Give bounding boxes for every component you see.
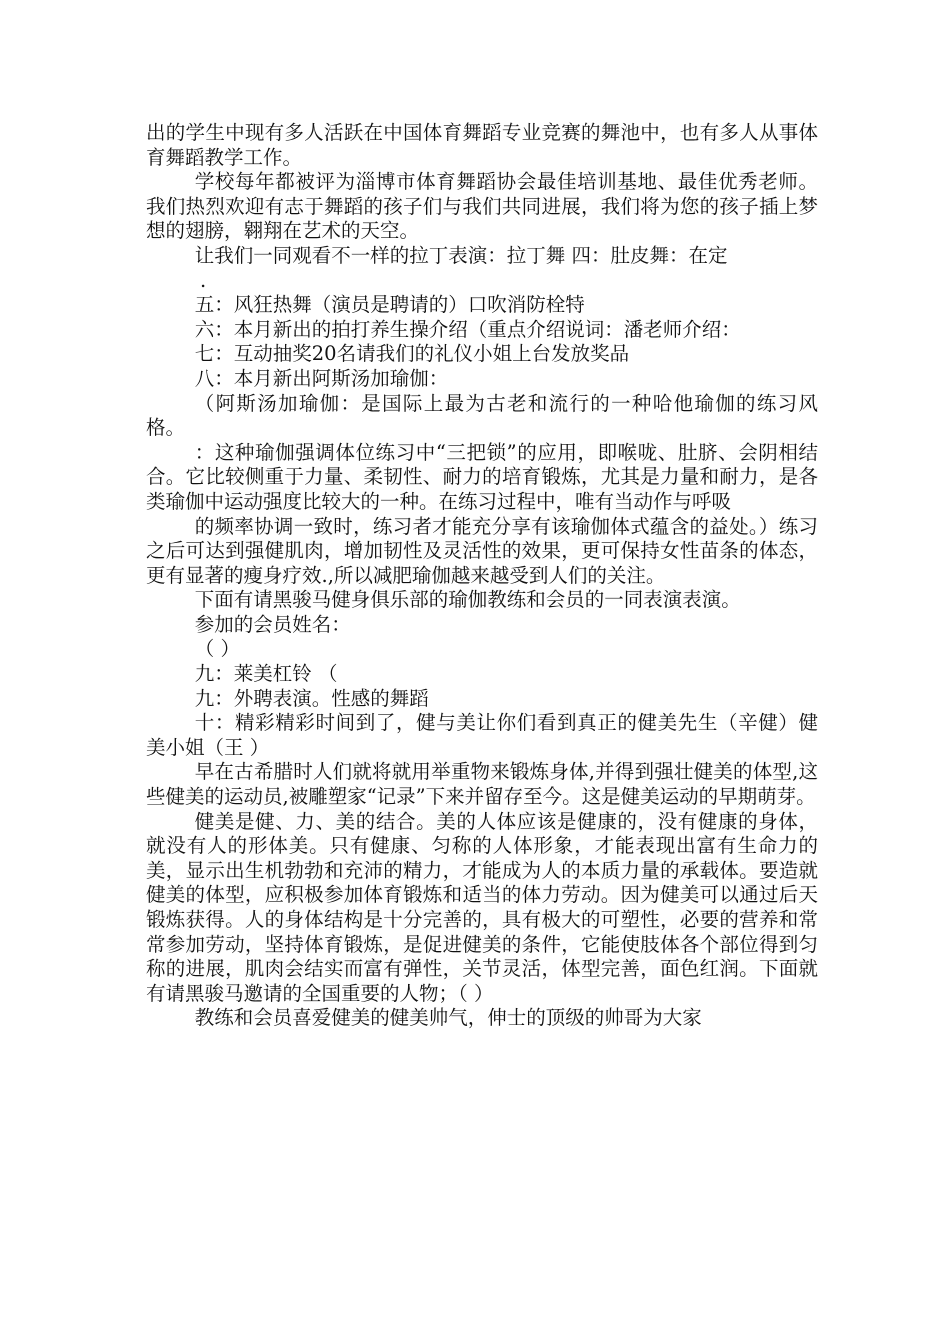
paragraph: （ ） (194, 637, 240, 661)
paragraph: 九：莱美杠铃 （ (194, 662, 338, 686)
paragraph: 六：本月新出的拍打养生操介绍（重点介绍说词：潘老师介绍： (194, 317, 741, 341)
paragraph: 参加的会员姓名： (194, 612, 351, 636)
document-body (146, 121, 818, 1031)
paragraph: 十：精彩精彩时间到了，健与美让你们看到真正的健美先生（辛健）健美小姐（王 ） (146, 711, 818, 759)
paragraph: 下面有请黑骏马健身俱乐部的瑜伽教练和会员的一同表演表演。 (194, 588, 741, 612)
paragraph: 健美是健、力、美的结合。美的人体应该是健康的，没有健康的身体，就没有人的形体美。只有健康、匀称的人体形象，才能表现出富有生命力的美，显示出生机勃勃和充沛的精力，才能成为人的本质力量的承载体。要造就健美的体型，应积极参加体育锻炼和适当的体力劳动。因为健美可以通过后天锻炼获得。人的身体结构是十分完善的，具有极大的可塑性，必要的营养和常常参加劳动，坚持体育锻炼，是促进健美的条件，它能使肢体各个部位得到匀称的进展，肌肉会结实而富有弹性，关节灵活，体型完善，面色红润。下面就有请黑骏马邀请的全国重要的人物；（ ） (146, 809, 818, 1005)
paragraph: 八：本月新出阿斯汤加瑜伽： (194, 366, 449, 390)
paragraph: 出的学生中现有多人活跃在中国体育舞蹈专业竞赛的舞池中，也有多人从事体育舞蹈教学工作。 (146, 121, 818, 169)
paragraph: 让我们一同观看不一样的拉丁表演：拉丁舞 四：肚皮舞：在定 (194, 243, 728, 267)
paragraph: 九：外聘表演。性感的舞蹈 (194, 686, 429, 710)
paragraph: 教练和会员喜爱健美的健美帅气，伸士的顶级的帅哥为大家 (194, 1006, 702, 1030)
paragraph: 学校每年都被评为淄博市体育舞蹈协会最佳培训基地、最佳优秀老师。我们热烈欢迎有志于舞蹈的孩子们与我们共同进展，我们将为您的孩子插上梦想的翅膀，翱翔在艺术的天空。 (146, 170, 818, 243)
paragraph: （阿斯汤加瑜伽：是国际上最为古老和流行的一种哈他瑜伽的练习风格。 (146, 391, 818, 440)
dot-line: . (200, 268, 207, 292)
paragraph: 五：风狂热舞（演员是聘请的）口吹消防栓特 (194, 293, 585, 317)
paragraph: ：这种瑜伽强调体位练习中“三把锁”的应用，即喉咙、肚脐、会阴相结合。它比较侧重于力量、柔韧性、耐力的培育锻炼，尤其是力量和耐力，是各类瑜伽中运动强度比较大的一种。在练习过程中，唯有当动作与呼吸 (146, 440, 818, 513)
paragraph: 的频率协调一致时，练习者才能充分享有该瑜伽体式蕴含的益处。）练习之后可达到强健肌肉，增加韧性及灵活性的效果，更可保持女性苗条的体态，更有显著的瘦身疗效.,所以减肥瑜伽越来越受到人们的关注。 (146, 514, 818, 587)
paragraph: 早在古希腊时人们就将就用举重物来锻炼身体,并得到强壮健美的体型,这些健美的运动员,被雕塑家“记录”下来并留存至今。这是健美运动的早期萌芽。 (146, 760, 818, 809)
paragraph: 七：互动抽奖20名请我们的礼仪小姐上台发放奖品 (194, 342, 630, 366)
